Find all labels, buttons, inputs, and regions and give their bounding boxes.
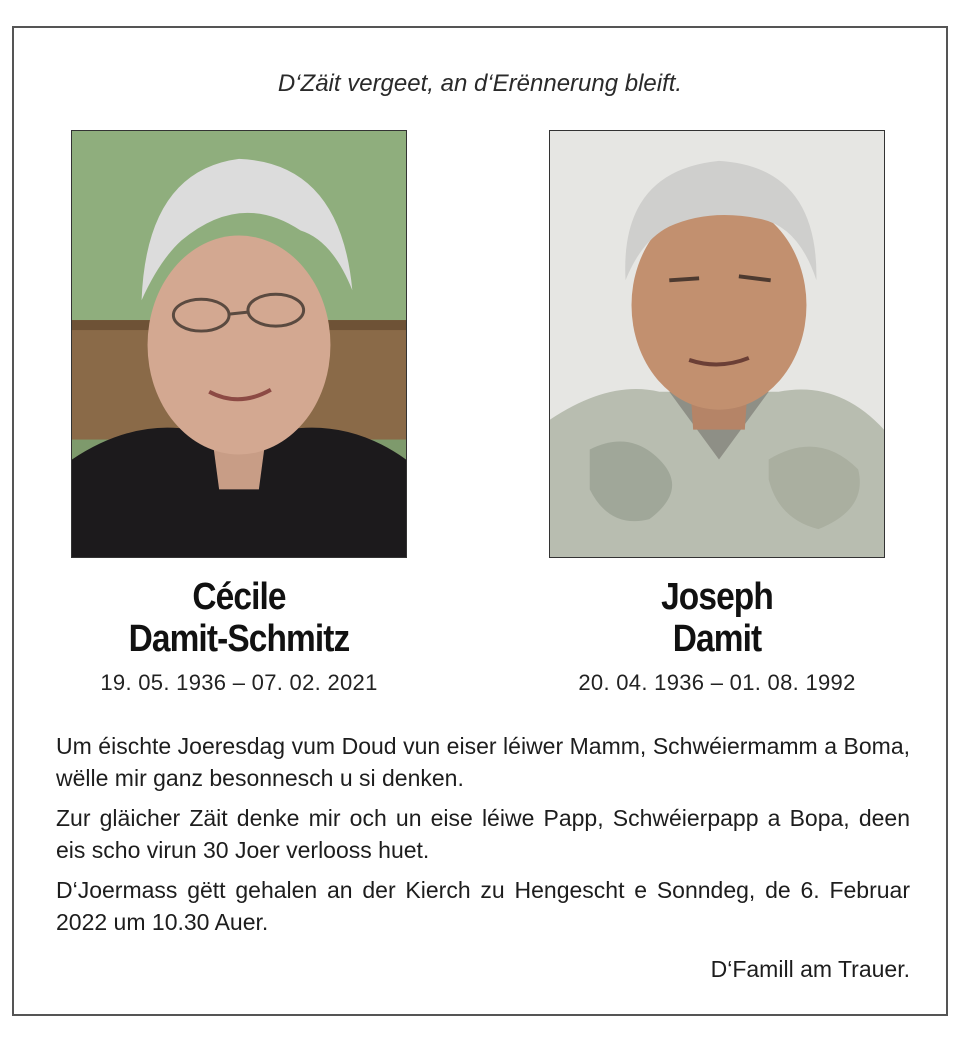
person-first-name: Joseph (661, 576, 773, 618)
notice-text (56, 730, 910, 946)
person-first-name: Cécile (192, 576, 286, 618)
paragraph: D‘Joermass gëtt gehalen an der Kierch zu Hengescht e Sonndeg, de 6. Februar 2022 um 10.30 Auer. (56, 877, 910, 935)
motto: D‘Zäit vergeet, an d‘Erënnerung bleift. (277, 70, 683, 97)
person-last-name: Damit-Schmitz (128, 618, 350, 660)
paragraph: Zur gläicher Zäit denke mir och un eise léiwe Papp, Schwéierpapp a Bopa, deen eis scho virun 30 Joer verlooss huet. (56, 805, 910, 863)
obituary-notice (12, 26, 948, 1016)
person-joseph (517, 576, 917, 696)
person-cecile (39, 576, 439, 696)
person-dates: 19. 05. 1936 – 07. 02. 2021 (100, 670, 378, 695)
paragraph: Um éischte Joeresdag vum Doud vun eiser léiwer Mamm, Schwéiermamm a Boma, wëlle mir ganz besonnesch u si denken. (56, 733, 910, 791)
person-last-name: Damit (672, 618, 762, 660)
family-signature: D‘Famill am Trauer. (710, 956, 910, 982)
person-dates: 20. 04. 1936 – 01. 08. 1992 (578, 670, 856, 695)
portrait-photo-man (549, 130, 885, 558)
portrait-photo-woman (71, 130, 407, 558)
